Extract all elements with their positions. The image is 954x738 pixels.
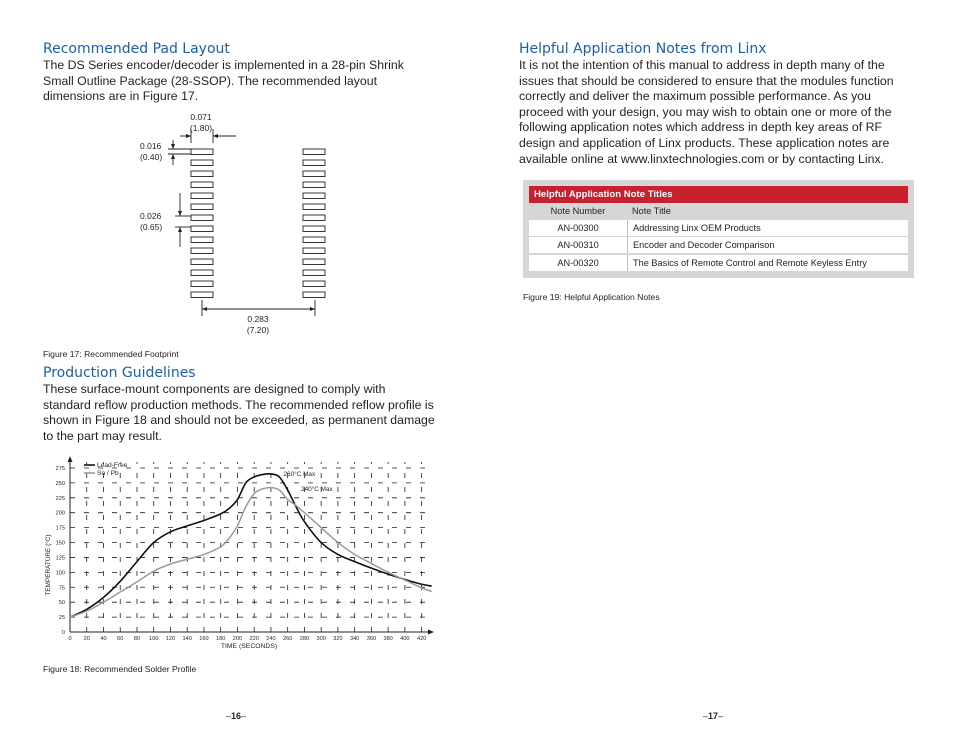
legend-label-lead-free: Lead-Free — [97, 462, 128, 469]
pad — [303, 281, 325, 287]
footprint-figure — [130, 105, 360, 340]
dim-pad-width-in: 0.071 — [190, 112, 212, 122]
pad — [303, 270, 325, 276]
x-tick-label: 340 — [349, 636, 360, 642]
y-tick-label: 175 — [55, 525, 65, 532]
y-axis-label: TEMPERATURE (°C) — [45, 534, 52, 596]
app-notes-table — [523, 180, 914, 278]
x-tick-label: 160 — [199, 636, 209, 642]
page-number-right: –17– — [703, 711, 724, 721]
table-title: Helpful Application Note Titles — [529, 186, 908, 203]
table-column-headers — [529, 203, 908, 219]
x-ticks — [68, 636, 426, 642]
col-header-title: Note Title — [632, 206, 671, 216]
y-tick-label: 25 — [58, 615, 65, 622]
y-tick-label: 0 — [61, 630, 65, 636]
y-tick-label: 50 — [58, 600, 65, 607]
x-tick-label: 80 — [133, 636, 141, 642]
x-tick-label: 180 — [216, 636, 226, 642]
row-note-number: AN-00320 — [557, 258, 599, 268]
pad — [303, 292, 325, 298]
production-body: These surface-mount components are designed to comply with standard reflow production methods. The recommended reflow profile is shown in Figure 18 and should not be exceeded, as permanent damage to the part may result. — [43, 382, 435, 443]
pad — [191, 149, 213, 155]
y-tick-label: 150 — [55, 540, 65, 547]
x-tick-label: 360 — [366, 636, 377, 642]
col-header-number: Note Number — [550, 206, 606, 216]
x-tick-label: 200 — [232, 636, 243, 642]
x-tick-label: 0 — [68, 636, 72, 642]
pad — [303, 204, 325, 210]
pad — [191, 237, 213, 243]
pad — [191, 226, 213, 232]
pad — [191, 259, 213, 265]
pad — [303, 193, 325, 199]
pad-layout-heading: Recommended Pad Layout — [43, 41, 230, 57]
chart-curves — [70, 474, 432, 617]
pad — [303, 182, 325, 188]
pad — [191, 270, 213, 276]
y-tick-label: 100 — [55, 570, 65, 577]
x-tick-label: 320 — [333, 636, 343, 642]
dim-span-mm: (7.20) — [246, 325, 270, 335]
x-tick-label: 420 — [416, 636, 427, 642]
series-lead-free-line — [70, 474, 432, 617]
row-note-title: The Basics of Remote Control and Remote Keyless Entry — [627, 255, 908, 271]
table-row — [529, 237, 908, 253]
x-axis-label: TIME (SECONDS) — [220, 643, 278, 650]
chart-annotations — [283, 470, 333, 493]
solder-profile-chart — [36, 452, 440, 658]
x-tick-label: 240 — [266, 636, 276, 642]
figure-17-caption: Figure 17: Recommended Footprint — [43, 349, 179, 359]
pad — [303, 171, 325, 177]
pad-column-right — [303, 149, 325, 298]
chart-grid — [70, 462, 430, 632]
table-row — [529, 255, 908, 271]
annotation-label-1: 240°C Max — [301, 485, 333, 493]
x-tick-label: 60 — [117, 636, 124, 642]
y-tick-label: 250 — [55, 480, 65, 487]
x-tick-label: 140 — [182, 636, 192, 642]
pad — [303, 149, 325, 155]
row-note-title: Encoder and Decoder Comparison — [627, 237, 908, 253]
pad — [303, 226, 325, 232]
pad — [303, 160, 325, 166]
dim-pitch-in: 0.026 — [140, 211, 162, 221]
pad — [191, 215, 213, 221]
chart-legend — [84, 462, 128, 477]
y-ticks — [56, 466, 65, 636]
pad — [303, 215, 325, 221]
dim-pitch-mm: (0.65) — [140, 222, 163, 232]
x-tick-label: 40 — [100, 636, 107, 642]
y-tick-label: 125 — [55, 555, 65, 562]
pad — [303, 237, 325, 243]
y-tick-label: 200 — [55, 510, 65, 517]
pad — [191, 182, 213, 188]
dim-arrow — [213, 134, 218, 138]
pad — [191, 160, 213, 166]
annotation-label-0: 260°C Max — [283, 470, 316, 478]
figure-18-caption: Figure 18: Recommended Solder Profile — [43, 664, 197, 674]
x-tick-label: 220 — [249, 636, 259, 642]
y-tick-label: 225 — [55, 495, 65, 502]
dim-pad-width-mm: (1.80) — [189, 123, 213, 133]
dim-arrow — [186, 134, 191, 138]
x-tick-label: 260 — [283, 636, 293, 642]
pad-column-left — [191, 149, 213, 298]
app-notes-body: It is not the intention of this manual to address in depth many of the issues that should be considered to ensure that the modules function correctly and deliver the maximum possible performance. As you proceed with your design, you may wish to obtain one or more of the following application notes which address in depth key areas of RF design and application of Linx products. These application notes are available online at www.linxtechnologies.com or by contacting Linx. — [519, 58, 894, 166]
figure-19-caption: Figure 19: Helpful Application Notes — [523, 292, 660, 302]
x-tick-label: 380 — [383, 636, 393, 642]
x-tick-label: 20 — [83, 636, 90, 642]
pad — [191, 248, 213, 254]
pad — [303, 248, 325, 254]
pad — [191, 193, 213, 199]
y-tick-label: 75 — [58, 585, 65, 592]
app-notes-heading: Helpful Application Notes from Linx — [519, 41, 767, 57]
row-note-number: AN-00310 — [557, 240, 599, 250]
x-tick-label: 280 — [299, 636, 310, 642]
pad-layout-body: The DS Series encoder/decoder is implemented in a 28-pin Shrink Small Outline Package (28-SSOP). The recommended layout dimensions are in Figure 17. — [43, 58, 404, 104]
x-axis-arrow — [428, 630, 434, 635]
dim-pad-height-in: 0.016 — [140, 141, 162, 151]
pad — [191, 281, 213, 287]
x-tick-label: 400 — [400, 636, 410, 642]
pad — [191, 292, 213, 298]
dim-span-in: 0.283 — [247, 314, 269, 324]
legend-label-sn-pb: Sn / Pb — [97, 470, 119, 477]
x-tick-label: 120 — [165, 636, 176, 642]
series-sn-pb-line — [70, 488, 432, 617]
y-axis-arrow — [68, 456, 73, 462]
y-tick-label: 275 — [55, 465, 65, 472]
x-tick-label: 300 — [316, 636, 326, 642]
table-row — [529, 220, 908, 236]
dim-pad-height-mm: (0.40) — [140, 152, 163, 162]
pad — [303, 259, 325, 265]
x-tick-label: 100 — [149, 636, 159, 642]
pad — [191, 171, 213, 177]
row-note-title: Addressing Linx OEM Products — [627, 220, 908, 236]
row-note-number: AN-00300 — [557, 223, 599, 233]
pad — [191, 204, 213, 210]
production-heading: Production Guidelines — [43, 365, 196, 381]
page-number-left: –16– — [226, 711, 247, 721]
